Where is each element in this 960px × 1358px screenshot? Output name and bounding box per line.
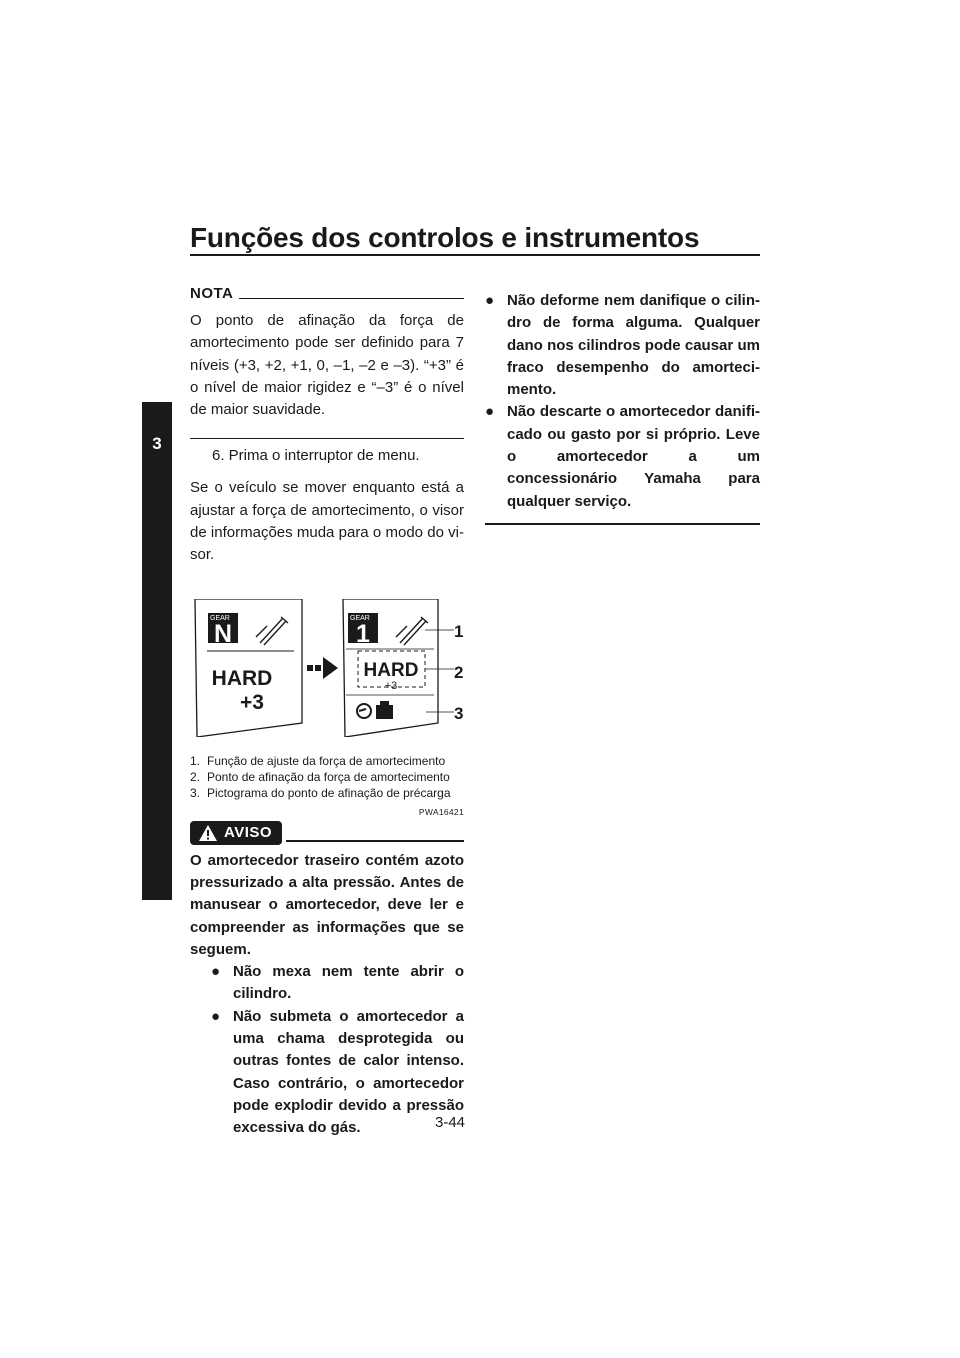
display-diagram [190, 599, 464, 737]
legend-number: 1. [190, 753, 201, 768]
step-text: 6. Prima o interruptor de menu. [212, 447, 420, 465]
warning-header-rule [286, 840, 464, 842]
right-level-text: +3 [384, 679, 398, 692]
note-end-rule [190, 438, 464, 439]
legend-text: Pictograma do ponto de afinação de précarga [207, 785, 451, 800]
legend-item [190, 785, 464, 801]
warning-bullet [485, 290, 760, 401]
warning-end-rule [485, 523, 760, 525]
arrow-icon [307, 657, 338, 679]
legend-item [190, 769, 464, 785]
page-title: Funções dos controlos e instrumentos [190, 222, 700, 253]
note-text: O ponto de afinação da força de amortecimento pode ser definido para 7 níveis (+3, +2, +1, 0, –1, –2 e –3). “+3” é o nível de maior rigidez e “–3” é o nível de maior suavidade. [190, 312, 464, 419]
legend-number: 2. [190, 769, 201, 784]
warning-badge [190, 821, 282, 845]
warning-header [190, 820, 464, 846]
callout-1: 1 [454, 621, 464, 641]
note-header-rule [239, 298, 464, 299]
legend-text: Função de ajuste da força de amortecimento [207, 753, 446, 768]
bullet-icon: ● [485, 403, 495, 421]
title-rule [190, 254, 760, 256]
warning-bullet-text: Não mexa nem tente abrir o cilindro. [233, 963, 464, 1003]
left-mode-text: HARD [211, 666, 273, 690]
warning-triangle-icon [198, 824, 218, 842]
chapter-tab-number: 3 [152, 434, 162, 453]
right-gear-label: GEAR [350, 614, 370, 622]
warning-bullets-left [190, 961, 464, 1139]
diagram-legend [190, 753, 464, 801]
right-gear-value: 1 [356, 619, 370, 648]
legend-number: 3. [190, 785, 201, 800]
right-mode-text: HARD [363, 659, 419, 681]
left-gear-value: N [213, 619, 233, 648]
warning-label: AVISO [224, 824, 273, 842]
warning-bullet-text: Não submeta o amortecedor a uma chama desprotegida ou outras fontes de calor intenso. Caso contrário, o amortecedor pode explodir devido a pressão excessiva do gás. [233, 1007, 464, 1137]
warning-bullet-text: Não deforme nem danifique o cilindro de forma alguma. Qualquer dano nos cilindros pode causar um fraco desempenho do amortecimento. [507, 292, 760, 399]
right-column [485, 290, 760, 525]
callout-2: 2 [454, 662, 464, 682]
bullet-icon: ● [211, 963, 221, 981]
warning-bullet [485, 401, 760, 512]
warning-text: O amortecedor traseiro contém azoto pressurizado a alta pressão. Antes de manusear o amortecedor, deve ler e compreender as informações que se seguem. [190, 851, 464, 958]
page-number: 3-44 [435, 1114, 466, 1131]
bullet-icon: ● [485, 292, 495, 309]
legend-text: Ponto de afinação da força de amortecimento [207, 769, 450, 784]
warning-bullet [211, 1006, 464, 1140]
bullet-icon: ● [211, 1007, 221, 1025]
warning-bullet [211, 961, 464, 1006]
left-gear-label: GEAR [210, 614, 230, 622]
warning-bullet-text: Não descarte o amortecedor danificado ou gasto por si próprio. Leve o amortecedor a um concessionário Yamaha para qualquer serviço. [507, 403, 760, 510]
note-header [190, 282, 464, 302]
body-paragraph: Se o veículo se mover enquanto está a ajustar a força de amortecimento, o visor de informações muda para o modo do visor. [190, 479, 464, 564]
left-column [190, 282, 464, 1140]
warning-bullets-right [485, 290, 760, 513]
callout-3: 3 [454, 703, 464, 723]
chapter-tab [142, 402, 172, 900]
note-label: NOTA [190, 285, 234, 302]
legend-item [190, 753, 464, 769]
left-level-text: +3 [240, 690, 264, 714]
warning-code: PWA16421 [418, 806, 464, 817]
